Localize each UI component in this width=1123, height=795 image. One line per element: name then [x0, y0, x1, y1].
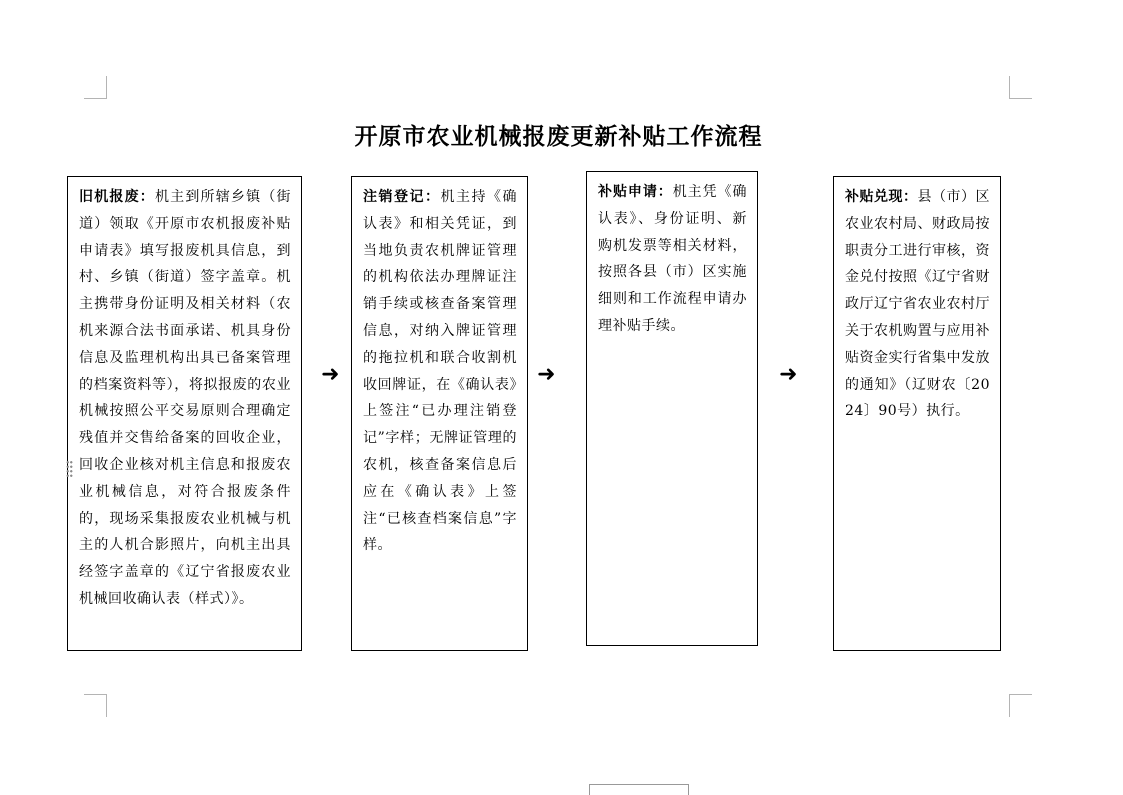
step-heading: 补贴兑现： — [845, 189, 918, 205]
page-tab — [589, 784, 689, 795]
flow-step-subsidy-application — [586, 171, 758, 646]
step-body: 机主持《确认表》和相关凭证，到当地负责农机牌证管理的机构依法办理牌证注销手续或核查备案管理信息，对纳入牌证管理的拖拉机和联合收割机收回牌证，在《确认表》上签注“已办理注销登记”字样；无牌证管理的农机，核查备案信息后应在《确认表》上签注“已核查档案信息”字样。 — [363, 189, 517, 554]
crop-mark-bottom-left — [84, 694, 107, 717]
step-heading: 旧机报废： — [79, 189, 155, 205]
step-heading: 注销登记： — [363, 189, 441, 205]
crop-mark-top-right — [1009, 76, 1032, 99]
flow-arrow-icon: ➜ — [321, 362, 340, 387]
document-title: 开原市农业机械报废更新补贴工作流程 — [354, 123, 763, 150]
step-body: 机主凭《确认表》、身份证明、新购机发票等相关材料，按照各县（市）区实施细则和工作流程申请办理补贴手续。 — [598, 184, 748, 334]
crop-mark-bottom-right — [1009, 694, 1032, 717]
flow-step-old-machine-scrapping — [67, 176, 302, 651]
flow-arrow-icon: ➜ — [537, 362, 556, 387]
flow-arrow-icon: ➜ — [779, 362, 798, 387]
flow-step-deregistration — [351, 176, 528, 651]
step-body: 县（市）区农业农村局、财政局按职责分工进行审核，资金兑付按照《辽宁省财政厅辽宁省农业农村厅关于农机购置与应用补贴资金实行省集中发放的通知》（辽财农〔2024〕90号）执行。 — [845, 189, 990, 420]
table-move-handle-icon[interactable] — [66, 460, 73, 478]
step-heading: 补贴申请： — [598, 184, 673, 200]
flow-step-subsidy-payment — [833, 176, 1001, 651]
step-body: 机主到所辖乡镇（街道）领取《开原市农机报废补贴申请表》填写报废机具信息，到村、乡镇（街道）签字盖章。机主携带身份证明及相关材料（农机来源合法书面承诺、机具身份信息及监理机构出具已备案管理的档案资料等），将拟报废的农业机械按照公平交易原则合理确定残值并交售给备案的回收企业，回收企业核对机主信息和报废农业机械信息，对符合报废条件的，现场采集报废农业机械与机主的人机合影照片，向机主出具经签字盖章的《辽宁省报废农业机械回收确认表（样式）》。 — [79, 189, 292, 607]
crop-mark-top-left — [84, 76, 107, 99]
